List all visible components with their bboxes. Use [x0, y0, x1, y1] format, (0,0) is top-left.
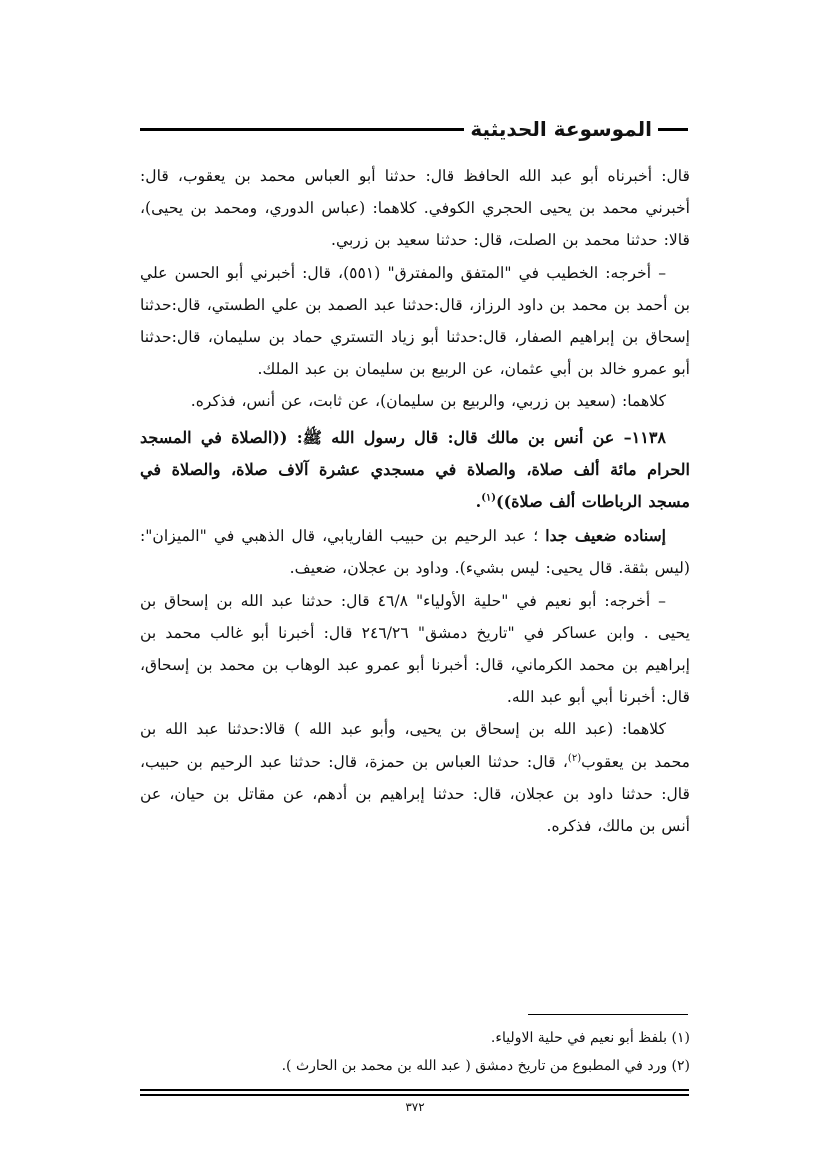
header-rule-left [140, 128, 464, 131]
page-number: ٣٧٢ [405, 1100, 425, 1114]
footnote-separator [528, 1014, 688, 1015]
isnad-grading [140, 520, 690, 584]
last-before: كلاهما: (عبد الله بن إسحاق بن يحيى، وأبو عبد الله ) قالا:حدثنا عبد الله بن محمد بن يعقوب [140, 720, 690, 771]
hadith-end: . [475, 492, 482, 512]
running-header [140, 112, 688, 146]
bottom-rule [140, 1089, 689, 1091]
header-title: الموسوعة الحديثية [470, 117, 652, 141]
hadith-1138 [140, 422, 690, 519]
main-text [140, 160, 690, 842]
paragraph-3: كلاهما: (سعيد بن زربي، والربيع بن سليمان)، عن ثابت، عن أنس، فذكره. [190, 392, 666, 411]
footnote-1: (١) بلفظ أبو نعيم في حلية الاولياء. [490, 1030, 690, 1046]
paragraph-1: قال: أخبرناه أبو عبد الله الحافظ قال: حدثنا أبو العباس محمد بن يعقوب، قال: أخبرني محمد بن يحيى الحجري الكوفي. كلاهما: (عباس الدوري، ومحمد بن يحيى)، قالا: حدثنا محمد بن الصلت، قال: حدثنا سعيد بن زربي. [140, 167, 690, 250]
isnad-label: إسناده ضعيف جدا [545, 526, 666, 546]
hadith-text: ١١٣٨– عن أنس بن مالك قال: قال رسول الله ﷺ: ((الصلاة في المسجد الحرام مائة ألف صلاة، والصلاة في مسجدي عشرة آلاف صلاة، والصلاة في مسجد الرباطات ألف صلاة)) [140, 427, 690, 512]
header-rule-right [658, 128, 688, 131]
bottom-rule [140, 1094, 689, 1096]
footnotes [140, 1024, 690, 1080]
paragraph-takhrij: – أخرجه: أبو نعيم في "حلية الأولياء" ٤٦/٨ قال: حدثنا عبد الله بن إسحاق بن يحيى . وابن عساكر في "تاريخ دمشق" ٢٤٦/٢٦ قال: أخبرنا أبو غالب محمد بن إبراهيم بن محمد الكرماني، قال: أخبرنا أبو عمرو عبد الوهاب بن محمد بن إسحاق، قال: أخبرنا أبي أبو عبد الله. [140, 591, 690, 707]
footnote-ref-2: (٢) [567, 752, 582, 764]
footnote-2: (٢) ورد في المطبوع من تاريخ دمشق ( عبد الله بن محمد بن الحارث ). [281, 1058, 690, 1074]
last-after: ، قال: حدثنا العباس بن حمزة، قال: حدثنا عبد الرحيم بن حبيب، قال: حدثنا داود بن عجلان، قال: حدثنا إبراهيم بن أدهم، عن مقاتل بن حيان، عن أنس بن مالك، فذكره. [140, 752, 690, 836]
isnad-text: ؛ عبد الرحيم بن حبيب الفاريابي، قال الذهبي في "الميزان": (ليس بثقة. قال يحيى: ليس بشيء). وداود بن عجلان، ضعيف. [140, 527, 690, 578]
footnote-ref-1: (١) [481, 492, 497, 504]
paragraph-2: – أخرجه: الخطيب في "المتفق والمفترق" (٥٥١)، قال: أخبرني أبو الحسن علي بن أحمد بن محمد بن داود الرزاز، قال:حدثنا عبد الصمد بن علي الطستي، قال:حدثنا إسحاق بن إبراهيم الصفار، قال:حدثنا أبو زياد التستري حماد بن سليمان، قال:حدثنا أبو عمرو خالد بن أبي عثمان، عن الربيع بن سليمان بن عبد الملك. [140, 263, 690, 379]
paragraph-last [140, 713, 690, 842]
